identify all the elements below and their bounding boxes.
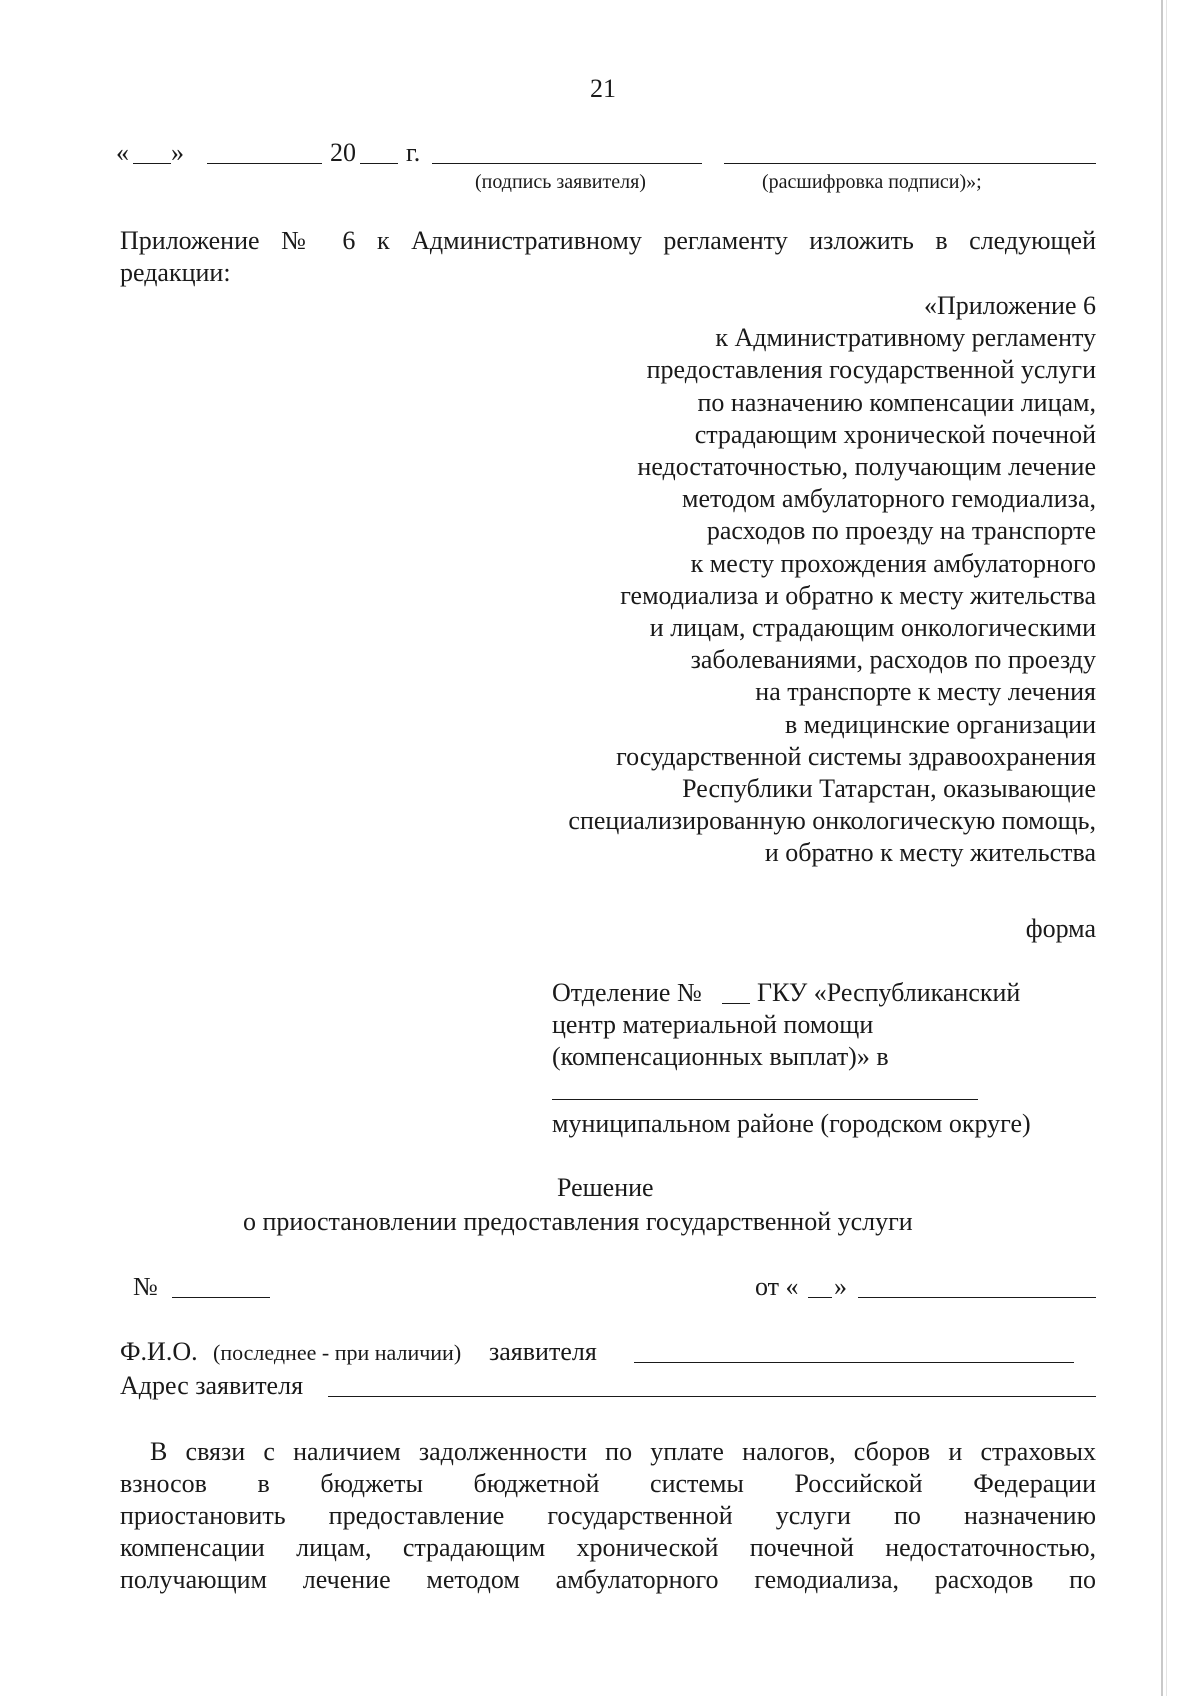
appendix-heading-line: страдающим хронической почечной — [694, 419, 1096, 449]
appendix-heading-line: «Приложение 6 — [923, 291, 1096, 320]
applicant-fio-label: Ф.И.О. — [120, 1337, 198, 1366]
addressee-line-2: центр материальной помощи — [552, 1010, 874, 1039]
appendix-heading-line: предоставления государственной услуги — [646, 355, 1096, 385]
intro-line-2: редакции: — [120, 258, 231, 287]
page-number: 21 — [590, 74, 616, 103]
body-paragraph-line: компенсации лицам, страдающим хронической почечной недостаточностью, — [120, 1533, 1096, 1562]
signature-decoding-blank-line — [724, 163, 1096, 164]
year-blank-line — [360, 163, 398, 164]
decision-date-blank-line — [858, 1297, 1096, 1298]
body-paragraph-line: взносов в бюджеты бюджетной системы Российской Федерации — [120, 1469, 1096, 1498]
appendix-heading-line: в медицинские организации — [784, 709, 1096, 739]
appendix-heading-line: и лицам, страдающим онкологическими — [649, 613, 1096, 643]
appendix-heading-line: расходов по проезду на транспорте — [706, 516, 1096, 546]
decision-date-close: » — [834, 1272, 847, 1301]
appendix-heading-line: к Административному регламенту — [715, 323, 1096, 353]
body-paragraph-line: В связи с наличием задолженности по уплате налогов, сборов и страховых — [150, 1437, 1096, 1466]
decision-date-label: от « — [755, 1272, 799, 1301]
appendix-heading-line: государственной системы здравоохранения — [616, 741, 1096, 771]
appendix-heading-line: заболеваниями, расходов по проезду — [690, 645, 1096, 675]
intro-line-1: Приложение № 6 к Административному регламенту изложить в следующей — [120, 226, 1096, 255]
applicant-fio-blank-line — [634, 1362, 1074, 1363]
appendix-heading-line: и обратно к месту жительства — [764, 838, 1096, 868]
decision-title: Решение — [557, 1173, 654, 1202]
caption-decoding: (расшифровка подписи)»; — [762, 171, 982, 193]
signature-blank-line — [432, 163, 702, 164]
applicant-address-label: Адрес заявителя — [120, 1371, 304, 1400]
applicant-fio-suffix: заявителя — [489, 1337, 597, 1366]
appendix-heading-line: недостаточностью, получающим лечение — [637, 452, 1096, 482]
appendix-heading-line: гемодиализа и обратно к месту жительства — [620, 580, 1096, 610]
addressee-line-4: муниципальном районе (городском округе) — [552, 1109, 1031, 1138]
day-blank-line — [133, 163, 171, 164]
department-number-blank-line — [722, 1003, 750, 1004]
appendix-heading-line: специализированную онкологическую помощь, — [568, 806, 1096, 836]
date-quote-close: » — [171, 138, 184, 167]
district-blank-line — [552, 1099, 978, 1100]
page-edge-shadow-thin — [1166, 0, 1167, 1696]
addressee-line-1-suffix: ГКУ «Республиканский — [757, 978, 1021, 1007]
appendix-heading-line: по назначению компенсации лицам, — [697, 387, 1096, 417]
addressee-line-3: (компенсационных выплат)» в — [552, 1042, 889, 1071]
form-label: форма — [1025, 914, 1096, 943]
addressee-line-1-prefix: Отделение № — [552, 978, 702, 1007]
page-edge-shadow — [1161, 0, 1163, 1696]
appendix-heading-line: на транспорте к месту лечения — [755, 677, 1096, 707]
appendix-heading-line: к месту прохождения амбулаторного — [690, 548, 1096, 578]
caption-signature: (подпись заявителя) — [475, 171, 646, 193]
date-quote-open: « — [116, 138, 129, 167]
applicant-fio-note: (последнее - при наличии) — [213, 1340, 462, 1365]
body-paragraph-line: приостановить предоставление государственной услуги по назначению — [120, 1501, 1096, 1530]
decision-subtitle: о приостановлении предоставления государственной услуги — [243, 1207, 913, 1236]
month-blank-line — [207, 163, 322, 164]
year-suffix: г. — [406, 138, 421, 167]
body-paragraph-line: получающим лечение методом амбулаторного гемодиализа, расходов по — [120, 1565, 1096, 1594]
year-prefix: 20 — [330, 138, 356, 167]
decision-number-blank-line — [172, 1297, 270, 1298]
appendix-heading-line: методом амбулаторного гемодиализа, — [681, 484, 1096, 514]
appendix-heading — [568, 290, 1096, 870]
decision-day-blank-line — [808, 1297, 832, 1298]
appendix-heading-line: Республики Татарстан, оказывающие — [682, 774, 1096, 804]
applicant-address-blank-line — [328, 1396, 1096, 1397]
decision-number-label: № — [133, 1272, 158, 1301]
